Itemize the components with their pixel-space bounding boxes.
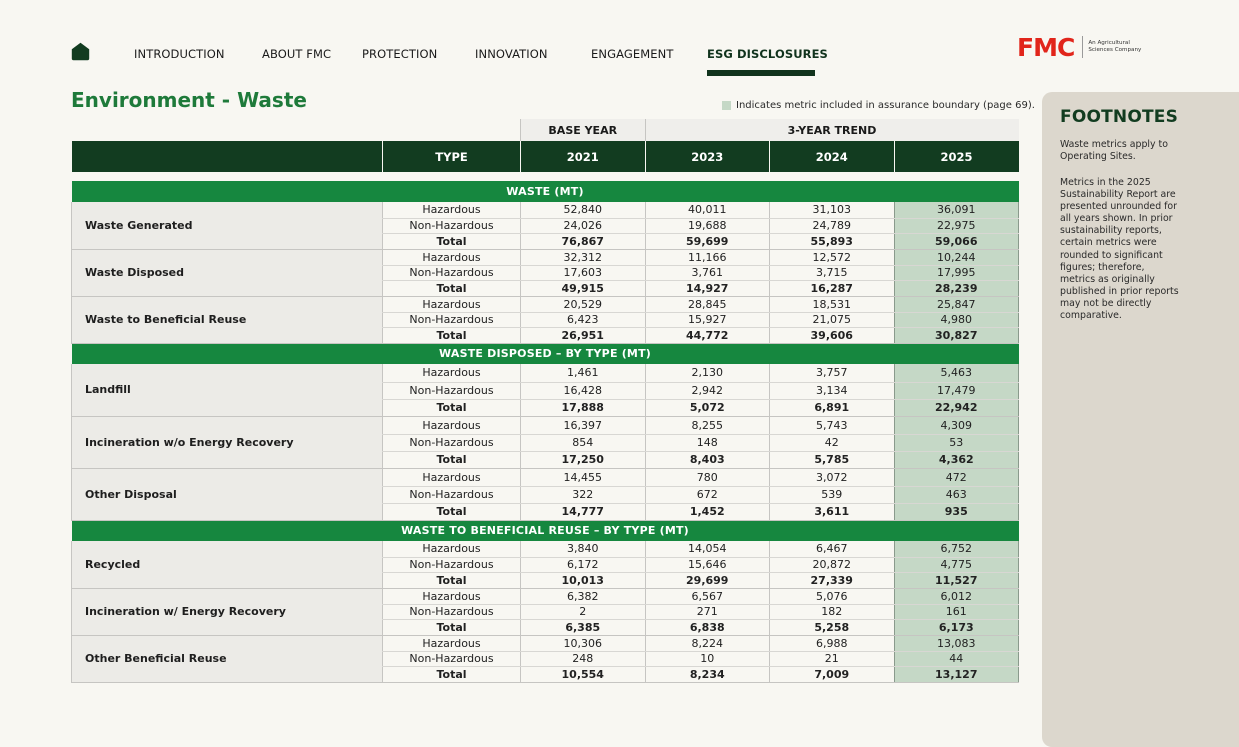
value-2023: 8,403: [645, 451, 770, 468]
value-2024: 21: [770, 651, 895, 666]
value-2023: 59,699: [645, 233, 770, 249]
section-title: WASTE TO BENEFICIAL REUSE – BY TYPE (MT): [72, 520, 1019, 541]
value-2024: 27,339: [770, 572, 895, 588]
value-2021: 24,026: [521, 218, 646, 233]
value-2025: 935: [894, 503, 1019, 520]
table-row: [72, 296, 1019, 312]
nav-about-fmc[interactable]: ABOUT FMC: [262, 47, 332, 61]
assurance-legend: [722, 100, 1035, 111]
metric-name: Waste Generated: [72, 202, 383, 249]
table-header-row: [72, 141, 1019, 172]
table-row: [72, 588, 1019, 604]
header-year-2021: 2021: [521, 141, 646, 172]
value-2025: 13,127: [894, 666, 1019, 682]
value-2025: 30,827: [894, 327, 1019, 343]
waste-type-label: Total: [383, 233, 521, 249]
waste-type-label: Non-Hazardous: [383, 218, 521, 233]
nav-protection[interactable]: PROTECTION: [362, 47, 438, 61]
nav-engagement[interactable]: ENGAGEMENT: [591, 47, 674, 61]
waste-type-label: Total: [383, 666, 521, 682]
waste-type-label: Non-Hazardous: [383, 557, 521, 572]
waste-table: [71, 119, 1019, 683]
value-2025: 6,012: [894, 588, 1019, 604]
value-2021: 6,423: [521, 312, 646, 327]
value-2025: 472: [894, 468, 1019, 486]
fmc-logo[interactable]: [1017, 34, 1152, 60]
value-2021: 3,840: [521, 541, 646, 557]
value-2023: 19,688: [645, 218, 770, 233]
waste-type-label: Non-Hazardous: [383, 312, 521, 327]
value-2023: 14,927: [645, 280, 770, 296]
value-2021: 16,397: [521, 416, 646, 434]
value-2023: 271: [645, 604, 770, 619]
waste-type-label: Non-Hazardous: [383, 604, 521, 619]
value-2024: 16,287: [770, 280, 895, 296]
value-2025: 44: [894, 651, 1019, 666]
value-2024: 3,134: [770, 382, 895, 399]
metric-name: Waste Disposed: [72, 249, 383, 296]
value-2023: 672: [645, 486, 770, 503]
value-2021: 6,382: [521, 588, 646, 604]
waste-type-label: Non-Hazardous: [383, 382, 521, 399]
value-2024: 6,467: [770, 541, 895, 557]
value-2023: 5,072: [645, 399, 770, 416]
value-2021: 26,951: [521, 327, 646, 343]
value-2023: 10: [645, 651, 770, 666]
value-2021: 16,428: [521, 382, 646, 399]
value-2023: 3,761: [645, 265, 770, 280]
table-row: [72, 416, 1019, 434]
waste-type-label: Hazardous: [383, 468, 521, 486]
value-2024: 3,611: [770, 503, 895, 520]
page-title: Environment - Waste: [71, 88, 307, 112]
value-2025: 4,980: [894, 312, 1019, 327]
metric-name: Other Disposal: [72, 468, 383, 520]
value-2023: 15,646: [645, 557, 770, 572]
waste-type-label: Total: [383, 280, 521, 296]
value-2023: 29,699: [645, 572, 770, 588]
waste-type-label: Total: [383, 619, 521, 635]
value-2024: 39,606: [770, 327, 895, 343]
header-gap: [72, 172, 1019, 181]
value-2021: 49,915: [521, 280, 646, 296]
value-2025: 13,083: [894, 635, 1019, 651]
value-2024: 5,258: [770, 619, 895, 635]
section-title: WASTE DISPOSED – BY TYPE (MT): [72, 343, 1019, 364]
value-2021: 6,172: [521, 557, 646, 572]
trend-label: 3-YEAR TREND: [645, 119, 1019, 141]
value-2024: 18,531: [770, 296, 895, 312]
value-2023: 6,567: [645, 588, 770, 604]
waste-type-label: Total: [383, 572, 521, 588]
value-2021: 17,888: [521, 399, 646, 416]
value-2024: 6,891: [770, 399, 895, 416]
value-2024: 3,072: [770, 468, 895, 486]
value-2021: 10,013: [521, 572, 646, 588]
waste-type-label: Hazardous: [383, 296, 521, 312]
value-2024: 12,572: [770, 249, 895, 265]
value-2025: 6,173: [894, 619, 1019, 635]
waste-type-label: Total: [383, 503, 521, 520]
value-2024: 31,103: [770, 202, 895, 218]
value-2024: 539: [770, 486, 895, 503]
value-2024: 6,988: [770, 635, 895, 651]
value-2021: 32,312: [521, 249, 646, 265]
footnote-text: Waste metrics apply to Operating Sites.: [1060, 139, 1168, 163]
waste-type-label: Hazardous: [383, 249, 521, 265]
waste-type-label: Hazardous: [383, 541, 521, 557]
value-2025: 25,847: [894, 296, 1019, 312]
waste-type-label: Hazardous: [383, 364, 521, 382]
waste-type-label: Hazardous: [383, 416, 521, 434]
value-2023: 8,224: [645, 635, 770, 651]
value-2021: 14,455: [521, 468, 646, 486]
value-2023: 8,234: [645, 666, 770, 682]
header-year-2024: 2024: [770, 141, 895, 172]
value-2024: 21,075: [770, 312, 895, 327]
value-2023: 6,838: [645, 619, 770, 635]
metric-name: Recycled: [72, 541, 383, 588]
logo-tagline: An Agricultural Sciences Company: [1088, 40, 1142, 53]
value-2021: 322: [521, 486, 646, 503]
value-2023: 1,452: [645, 503, 770, 520]
value-2021: 17,250: [521, 451, 646, 468]
value-2023: 148: [645, 434, 770, 451]
nav-introduction[interactable]: INTRODUCTION: [134, 47, 225, 61]
value-2025: 10,244: [894, 249, 1019, 265]
value-2025: 36,091: [894, 202, 1019, 218]
value-2025: 4,362: [894, 451, 1019, 468]
value-2024: 3,715: [770, 265, 895, 280]
header-type: TYPE: [383, 141, 521, 172]
value-2021: 14,777: [521, 503, 646, 520]
header-blank: [72, 141, 383, 172]
legend-text: Indicates metric included in assurance boundary (page 69).: [736, 100, 1035, 111]
value-2021: 2: [521, 604, 646, 619]
value-2023: 14,054: [645, 541, 770, 557]
logo-wordmark: FMC: [1017, 32, 1075, 62]
header-year-2023: 2023: [645, 141, 770, 172]
table-row: [72, 202, 1019, 218]
logo-divider: [1082, 36, 1083, 58]
value-2024: 5,785: [770, 451, 895, 468]
header-year-2025: 2025: [894, 141, 1019, 172]
value-2025: 161: [894, 604, 1019, 619]
value-2023: 15,927: [645, 312, 770, 327]
value-2021: 1,461: [521, 364, 646, 382]
value-2025: 22,975: [894, 218, 1019, 233]
nav-innovation[interactable]: INNOVATION: [475, 47, 548, 61]
value-2023: 2,942: [645, 382, 770, 399]
waste-type-label: Non-Hazardous: [383, 486, 521, 503]
nav-esg-disclosures[interactable]: ESG DISCLOSURES: [707, 47, 828, 61]
value-2021: 10,554: [521, 666, 646, 682]
value-2021: 20,529: [521, 296, 646, 312]
value-2023: 28,845: [645, 296, 770, 312]
waste-type-label: Hazardous: [383, 588, 521, 604]
waste-type-label: Total: [383, 327, 521, 343]
footnotes-panel: [1042, 92, 1239, 747]
value-2024: 5,743: [770, 416, 895, 434]
section-header-row: [72, 181, 1019, 202]
value-2025: 17,995: [894, 265, 1019, 280]
value-2023: 44,772: [645, 327, 770, 343]
table-row: [72, 364, 1019, 382]
value-2025: 4,775: [894, 557, 1019, 572]
value-2025: 5,463: [894, 364, 1019, 382]
value-2025: 28,239: [894, 280, 1019, 296]
table-row: [72, 249, 1019, 265]
value-2021: 17,603: [521, 265, 646, 280]
value-2025: 4,309: [894, 416, 1019, 434]
base-year-label: BASE YEAR: [521, 119, 646, 141]
value-2024: 7,009: [770, 666, 895, 682]
nav-active-indicator: [707, 70, 815, 76]
footnote-text: Metrics in the 2025 Sustainability Report are presented unrounded for all years shown. In prior sustainability reports, certain metrics were rounded to significant figures; therefore, metrics as originally published in prior reports may not be directly comparative.: [1060, 177, 1179, 322]
home-icon[interactable]: [71, 42, 90, 61]
value-2025: 17,479: [894, 382, 1019, 399]
value-2025: 6,752: [894, 541, 1019, 557]
value-2025: 59,066: [894, 233, 1019, 249]
footnotes-title: FOOTNOTES: [1060, 107, 1179, 127]
table-row: [72, 635, 1019, 651]
section-header-row: [72, 520, 1019, 541]
metric-name: Other Beneficial Reuse: [72, 635, 383, 682]
metric-name: Landfill: [72, 364, 383, 416]
table-row: [72, 468, 1019, 486]
table-row: [72, 541, 1019, 557]
assurance-swatch: [722, 101, 731, 110]
value-2024: 3,757: [770, 364, 895, 382]
value-2025: 22,942: [894, 399, 1019, 416]
value-2025: 53: [894, 434, 1019, 451]
value-2024: 42: [770, 434, 895, 451]
value-2023: 11,166: [645, 249, 770, 265]
value-2024: 182: [770, 604, 895, 619]
metric-name: Incineration w/ Energy Recovery: [72, 588, 383, 635]
waste-type-label: Non-Hazardous: [383, 265, 521, 280]
value-2021: 76,867: [521, 233, 646, 249]
table-super-header: [72, 119, 1019, 141]
metric-name: Incineration w/o Energy Recovery: [72, 416, 383, 468]
value-2024: 24,789: [770, 218, 895, 233]
value-2025: 463: [894, 486, 1019, 503]
waste-type-label: Total: [383, 451, 521, 468]
section-header-row: [72, 343, 1019, 364]
value-2024: 20,872: [770, 557, 895, 572]
value-2025: 11,527: [894, 572, 1019, 588]
waste-type-label: Non-Hazardous: [383, 434, 521, 451]
value-2021: 52,840: [521, 202, 646, 218]
value-2021: 854: [521, 434, 646, 451]
value-2023: 40,011: [645, 202, 770, 218]
value-2023: 2,130: [645, 364, 770, 382]
value-2021: 6,385: [521, 619, 646, 635]
value-2021: 10,306: [521, 635, 646, 651]
value-2023: 8,255: [645, 416, 770, 434]
waste-type-label: Total: [383, 399, 521, 416]
section-title: WASTE (MT): [72, 181, 1019, 202]
waste-type-label: Non-Hazardous: [383, 651, 521, 666]
waste-type-label: Hazardous: [383, 635, 521, 651]
metric-name: Waste to Beneficial Reuse: [72, 296, 383, 343]
value-2023: 780: [645, 468, 770, 486]
value-2024: 55,893: [770, 233, 895, 249]
value-2024: 5,076: [770, 588, 895, 604]
waste-type-label: Hazardous: [383, 202, 521, 218]
value-2021: 248: [521, 651, 646, 666]
